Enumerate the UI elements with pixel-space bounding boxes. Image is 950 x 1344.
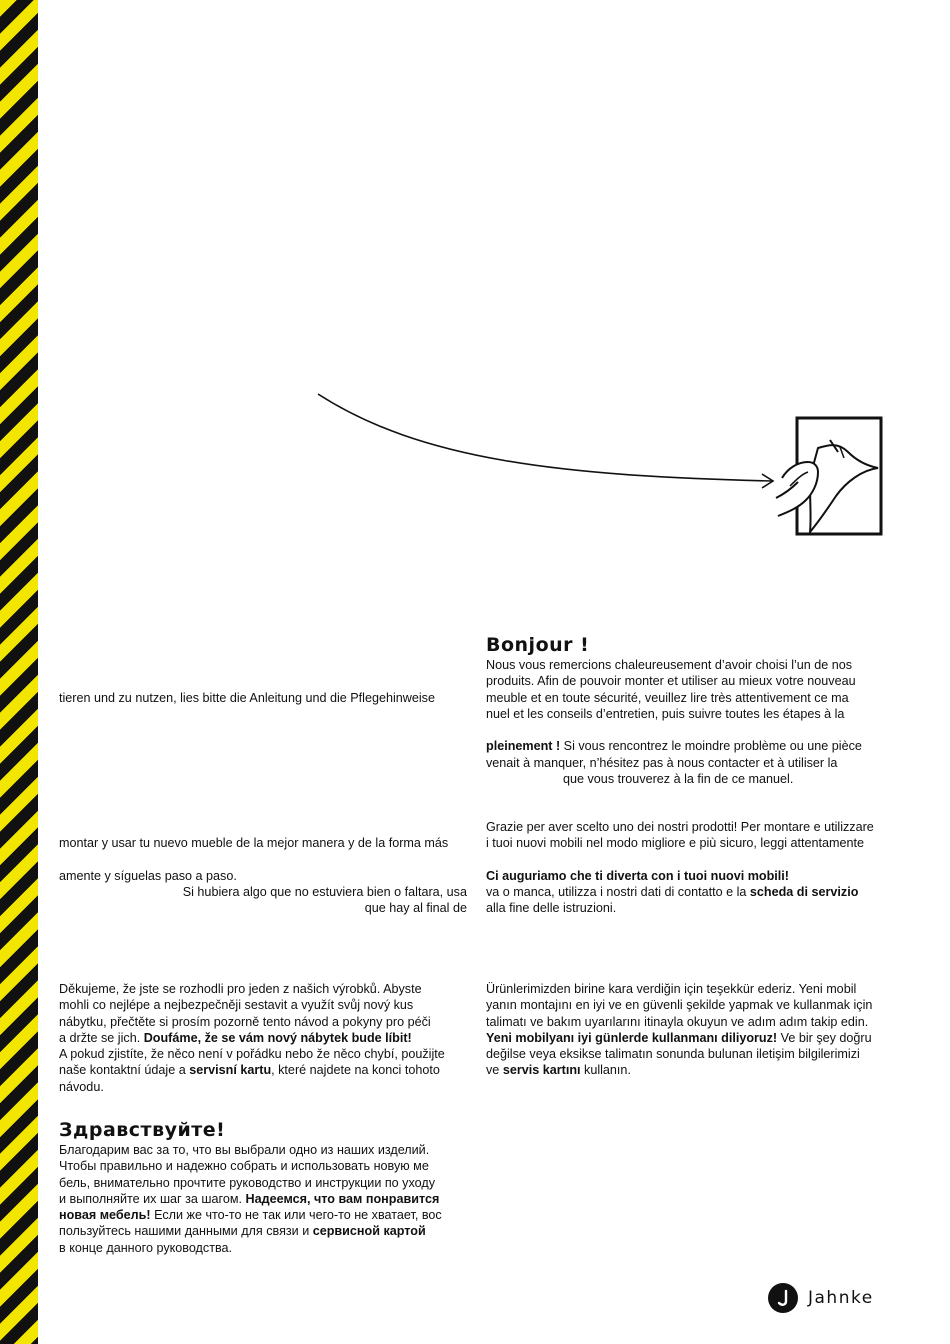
ru-line-7: в конце данного руководства. bbox=[59, 1240, 233, 1255]
tr-line-2: yanın montajını en iyi ve en güvenli şekilde yapmak ve kullanmak için bbox=[486, 998, 873, 1013]
ru-bold-2: новая мебель! bbox=[59, 1208, 151, 1223]
cs-line-4-a: a držte se jich. bbox=[59, 1030, 144, 1045]
tr-line-3: talimatı ve bakım uyarılarını itinayla okuyun ve adım adım takip edin. bbox=[486, 1014, 869, 1029]
it-line-1: Grazie per aver scelto uno dei nostri prodotti! Per montare e utilizzare bbox=[486, 820, 874, 834]
it-line-2: i tuoi nuovi mobili nel modo migliore e più sicuro, leggi attentamente bbox=[486, 836, 865, 851]
german-text bbox=[59, 690, 467, 706]
french-heading: Bonjour ! bbox=[486, 634, 590, 656]
fr-line-5-rest: Si vous rencontrez le moindre problème ou une pièce bbox=[560, 739, 862, 754]
french-section bbox=[486, 634, 894, 787]
fr-line-6: venait à manquer, n’hésitez pas à nous contacter et à utiliser la bbox=[486, 755, 838, 770]
italian-text bbox=[486, 819, 894, 917]
cs-line-2: mohli co nejlépe a nejbezpečněji sestavit a využít svůj nový kus bbox=[59, 998, 414, 1013]
ru-line-1: Благодарим вас за то, что вы выбрали одно из наших изделий. bbox=[59, 1143, 430, 1157]
spanish-text bbox=[59, 835, 467, 916]
cs-line-6 bbox=[59, 1062, 467, 1078]
tr-line-4-b: Ve bir şey doğru bbox=[777, 1030, 872, 1045]
ru-line-4-a: и выполняйте их шаг за шагом. bbox=[59, 1191, 246, 1206]
cs-line-1: Děkujeme, že jste se rozhodli pro jeden z našich výrobků. Abyste bbox=[59, 982, 422, 996]
ru-line-6 bbox=[59, 1223, 467, 1239]
cs-line-6-b: , které najdete na konci tohoto bbox=[271, 1063, 440, 1078]
it-bold-2: scheda di servizio bbox=[749, 885, 859, 900]
russian-heading: Здравствуйте! bbox=[59, 1119, 226, 1141]
ru-line-3: бель, внимательно прочтите руководство и инструкции по уходу bbox=[59, 1175, 435, 1190]
cs-line-5: A pokud zjistíte, že něco není v pořádku nebo že něco chybí, použijte bbox=[59, 1047, 445, 1062]
tr-bold-1: Yeni mobilyanı iyi günlerde kullanmanı diliyoruz! bbox=[486, 1030, 778, 1045]
turkish-text bbox=[486, 981, 894, 1079]
fr-line-3: meuble et en toute sécurité, veuillez lire très attentivement ce ma bbox=[486, 690, 849, 705]
tr-line-4 bbox=[486, 1030, 894, 1046]
czech-text bbox=[59, 981, 467, 1095]
fr-line-2: produits. Afin de pouvoir monter et utiliser au mieux votre nouveau bbox=[486, 674, 856, 689]
ru-line-5 bbox=[59, 1207, 467, 1223]
fr-line-7: que vous trouverez à la fin de ce manuel. bbox=[563, 772, 794, 787]
peel-sticker-illustration bbox=[0, 0, 950, 600]
fr-bold-1: pleinement ! bbox=[486, 739, 561, 754]
ru-line-5-b: Если же что-то не так или чего-то не хватает, вос bbox=[150, 1208, 442, 1223]
french-body bbox=[486, 657, 894, 787]
es-line-2: amente y síguelas paso a paso. bbox=[59, 868, 237, 883]
logo-j-icon bbox=[768, 1283, 798, 1313]
tr-bold-2: servis kartını bbox=[502, 1063, 581, 1078]
cs-line-7: návodu. bbox=[59, 1079, 104, 1094]
ru-line-2: Чтобы правильно и надежно собрать и использовать новую ме bbox=[59, 1159, 429, 1174]
tr-line-6-a: ve bbox=[486, 1063, 503, 1078]
ru-bold-3: сервисной картой bbox=[312, 1224, 426, 1239]
cs-line-4 bbox=[59, 1030, 467, 1046]
tr-line-6 bbox=[486, 1062, 894, 1078]
cs-bold-1: Doufáme, že se vám nový nábytek bude líbit! bbox=[143, 1030, 412, 1045]
ru-bold-1: Надеемся, что вам понравится bbox=[245, 1191, 440, 1206]
it-bold-1: Ci auguriamo che ti diverta con i tuoi nuovi mobili! bbox=[486, 868, 789, 883]
curved-arrow-icon bbox=[318, 394, 772, 481]
es-line-4: que hay al final de bbox=[364, 901, 467, 916]
tr-line-5: değilse veya eksikse talimatın sonunda bulunan iletişim bilgilerimizi bbox=[486, 1047, 860, 1062]
it-line-3 bbox=[486, 868, 894, 884]
tr-line-1: Ürünlerimizden birine kara verdiğin için teşekkür ederiz. Yeni mobil bbox=[486, 982, 857, 996]
russian-body bbox=[59, 1142, 467, 1256]
ru-line-4 bbox=[59, 1191, 467, 1207]
es-line-1: montar y usar tu nuevo mueble de la mejor manera y de la forma más bbox=[59, 836, 449, 850]
it-line-4-a: va o manca, utilizza i nostri dati di contatto e la bbox=[486, 885, 750, 900]
cs-bold-2: servisní kartu bbox=[189, 1063, 272, 1078]
fr-line-4: nuel et les conseils d’entretien, puis suivre toutes les étapes à la bbox=[486, 706, 845, 721]
cs-line-3: nábytku, přečtěte si prosím pozorně tento návod a pokyny pro péči bbox=[59, 1014, 431, 1029]
russian-section bbox=[59, 1119, 467, 1256]
jahnke-logo bbox=[768, 1283, 874, 1313]
it-line-5: alla fine delle istruzioni. bbox=[486, 901, 617, 916]
fr-line-5 bbox=[486, 738, 894, 754]
cs-line-6-a: naše kontaktní údaje a bbox=[59, 1063, 190, 1078]
logo-mark bbox=[768, 1283, 798, 1313]
fr-line-1: Nous vous remercions chaleureusement d’avoir choisi l’un de nos bbox=[486, 658, 853, 672]
de-line: tieren und zu nutzen, lies bitte die Anleitung und die Pflegehinweise bbox=[59, 691, 435, 705]
brand-name: Jahnke bbox=[808, 1288, 874, 1308]
tr-line-6-b: kullanın. bbox=[580, 1063, 631, 1078]
it-line-4 bbox=[486, 884, 894, 900]
es-line-3: Si hubiera algo que no estuviera bien o faltara, usa bbox=[182, 884, 467, 899]
ru-line-6-a: пользуйтесь нашими данными для связи и bbox=[59, 1224, 313, 1239]
